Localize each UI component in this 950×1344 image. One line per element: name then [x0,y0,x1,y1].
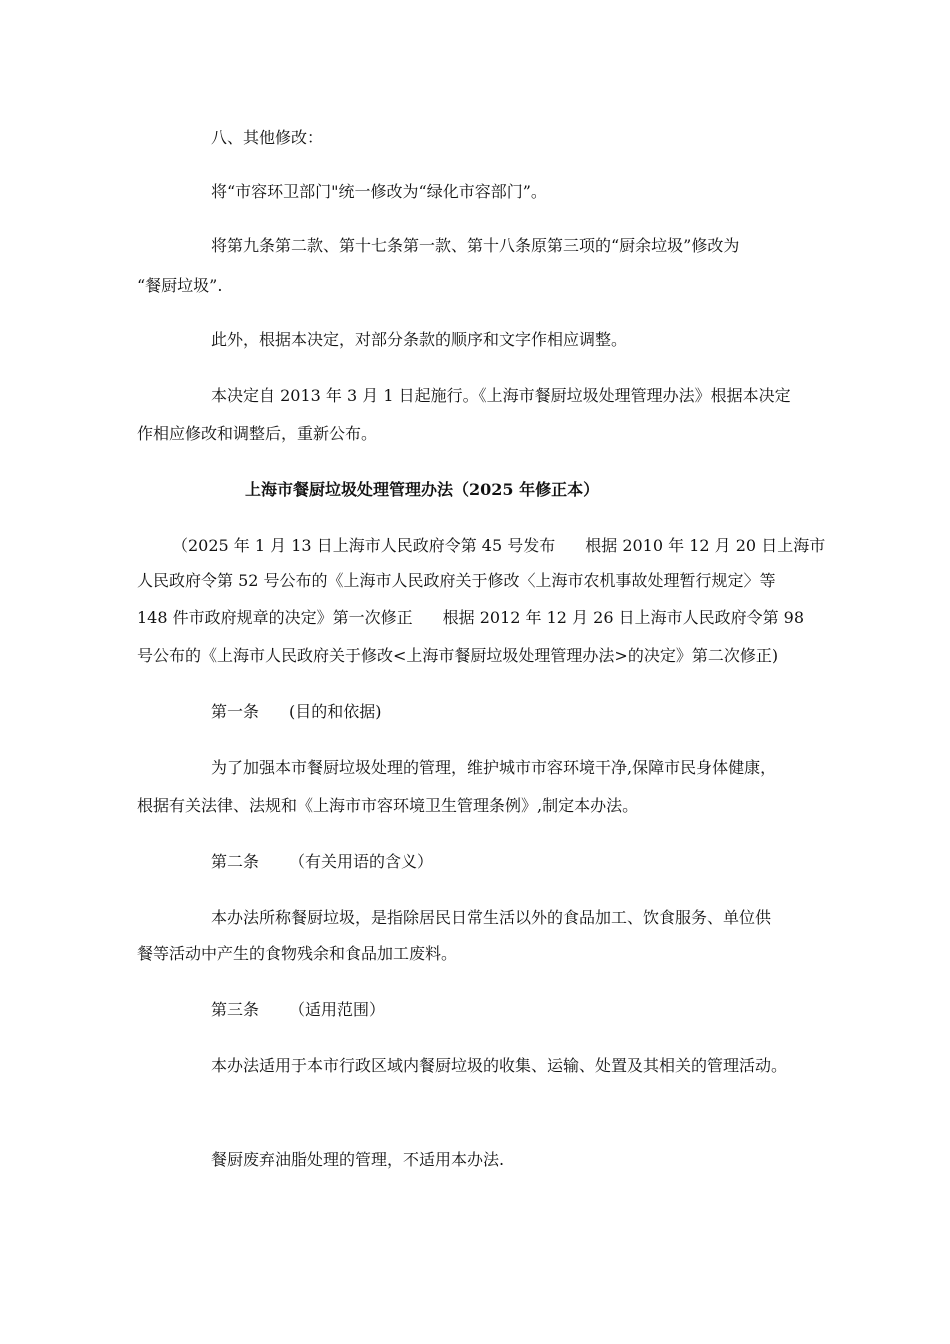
article-subject: （适用范围） [289,1000,386,1019]
preamble-line: 号公布的《上海市人民政府关于修改<上海市餐厨垃圾处理管理办法>的决定》第二次修正) [137,646,779,665]
article-number: 第一条 [211,702,260,721]
preamble-text: （2025 年 1 月 13 日上海市人民政府令第 45 号发布 [172,536,556,555]
preamble-line: 人民政府令第 52 号公布的《上海市人民政府关于修改〈上海市农机事故处理暂行规定〉等 [137,571,776,590]
paragraph: 将“市容环卫部门"统一修改为“绿化市容部门”。 [211,182,547,201]
article-3-text: 本办法适用于本市行政区域内餐厨垃圾的收集、运输、处置及其相关的管理活动。 [211,1056,788,1075]
article-2-text: 本办法所称餐厨垃圾，是指除居民日常生活以外的食品加工、饮食服务、单位供 [211,908,772,927]
article-number: 第二条 [211,852,260,871]
article-1-text: 根据有关法律、法规和《上海市市容环境卫生管理条例》,制定本办法。 [137,796,639,815]
article-1-heading [211,702,382,722]
paragraph-continuation: 作相应修改和调整后，重新公布。 [137,424,378,443]
paragraph-continuation: “餐厨垃圾”. [137,276,223,295]
regulation-title: 上海市餐厨垃圾处理管理办法（2025 年修正本） [245,480,600,499]
article-2-text: 餐等活动中产生的食物残余和食品加工废料。 [137,944,458,963]
paragraph: 将第九条第二款、第十七条第一款、第十八条原第三项的“厨余垃圾”修改为 [211,236,740,255]
article-1-text: 为了加强本市餐厨垃圾处理的管理，维护城市市容环境干净,保障市民身体健康， [211,758,777,777]
article-3-heading [211,1000,385,1020]
section-heading: 八、其他修改： [211,128,324,147]
paragraph: 本决定自 2013 年 3 月 1 日起施行。《上海市餐厨垃圾处理管理办法》根据本决定 [211,386,791,405]
article-2-heading [211,852,433,872]
article-3-text: 餐厨废弃油脂处理的管理，不适用本办法. [211,1150,505,1169]
article-number: 第三条 [211,1000,260,1019]
preamble-text: 根据 2012 年 12 月 26 日上海市人民政府令第 98 [442,608,805,627]
preamble-text: 148 件市政府规章的决定》第一次修正 [137,608,413,627]
preamble-line [172,536,825,556]
article-subject: (目的和依据) [289,702,382,721]
preamble-text: 根据 2010 年 12 月 20 日上海市 [585,536,826,555]
article-subject: （有关用语的含义） [289,852,434,871]
preamble-line [137,608,804,628]
paragraph: 此外，根据本决定，对部分条款的顺序和文字作相应调整。 [211,330,628,349]
